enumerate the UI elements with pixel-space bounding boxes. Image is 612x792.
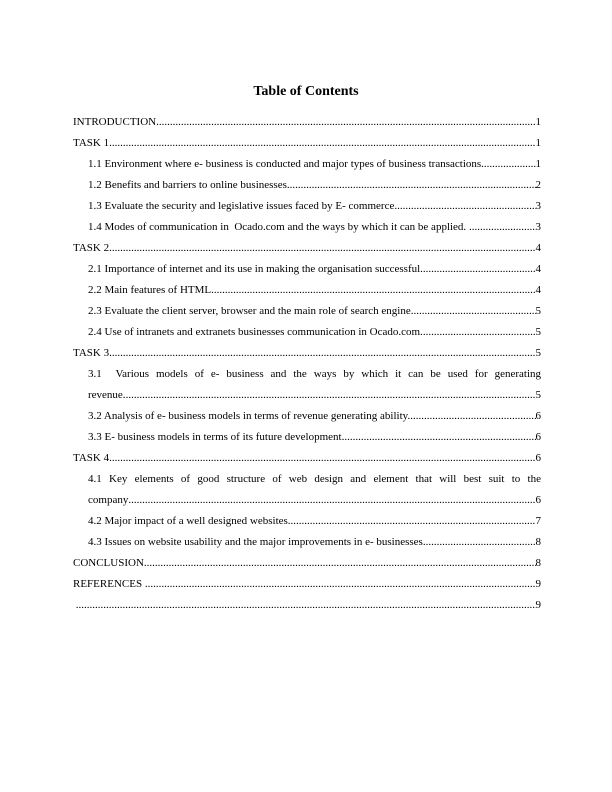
toc-entry-4-1[interactable] xyxy=(88,469,541,511)
toc-entry-label: TASK 2 xyxy=(73,242,110,254)
toc-entry-2-3[interactable] xyxy=(88,301,541,322)
dot-leader xyxy=(76,595,536,616)
toc-entry-blank[interactable] xyxy=(73,595,541,616)
dot-leader xyxy=(413,301,535,322)
toc-entry-1-3[interactable] xyxy=(88,196,541,217)
toc-page-number: 3 xyxy=(535,200,541,212)
dot-leader xyxy=(288,511,536,532)
toc-page-number: 5 xyxy=(535,326,541,338)
toc-page-number: 5 xyxy=(535,347,541,359)
dot-leader xyxy=(344,427,535,448)
toc-page-number: 6 xyxy=(535,410,541,422)
toc-page-number: 1 xyxy=(535,137,541,149)
dot-leader xyxy=(484,154,536,175)
toc-entry-label: 2.2 Main features of HTML. xyxy=(88,284,214,296)
toc-entry-4-2[interactable] xyxy=(88,511,541,532)
dot-leader xyxy=(420,259,535,280)
toc-page-number: 9 xyxy=(535,578,541,590)
toc-page-number: 4 xyxy=(535,263,541,275)
toc-entry-conclusion[interactable] xyxy=(73,553,541,574)
dot-leader xyxy=(423,322,536,343)
toc-entry-task-2[interactable] xyxy=(73,238,541,259)
toc-entry-label: CONCLUSION xyxy=(73,557,144,569)
toc-entry-1-2[interactable] xyxy=(88,175,541,196)
dot-leader xyxy=(109,343,535,364)
toc-entry-2-2[interactable] xyxy=(88,280,541,301)
dot-leader xyxy=(426,532,536,553)
toc-entry-label: REFERENCES xyxy=(73,578,145,590)
toc-entry-label: 3.3 E- business models in terms of its future development. xyxy=(88,431,345,443)
toc-entry-label: 2.3 Evaluate the client server, browser and the main role of search engine. xyxy=(88,305,414,317)
toc-page-number: 4 xyxy=(535,242,541,254)
toc-entry-label: TASK 3 xyxy=(73,347,110,359)
toc-page-number: 5 xyxy=(535,305,541,317)
toc-entry-task-4[interactable] xyxy=(73,448,541,469)
toc-entry-label: 3.2 Analysis of e- business models in terms of revenue generating ability. xyxy=(88,410,411,422)
dot-leader xyxy=(126,385,536,406)
toc-page-number: 8 xyxy=(535,536,541,548)
toc-entry-label: 1.2 Benefits and barriers to online businesses. xyxy=(88,179,290,191)
toc-entry-label-line1: 4.1 Key elements of good structure of web design and element that will best suit to the xyxy=(88,473,541,485)
toc-entry-label: INTRODUCTION xyxy=(73,116,157,128)
toc-entry-3-2[interactable] xyxy=(88,406,541,427)
toc-entry-1-4[interactable] xyxy=(88,217,541,238)
toc-page-number: 6 xyxy=(535,494,541,506)
toc-page-number: 7 xyxy=(535,515,541,527)
toc-page-number: 3 xyxy=(535,221,541,233)
dot-leader xyxy=(109,238,535,259)
toc-page-number: 6 xyxy=(535,431,541,443)
dot-leader xyxy=(145,574,536,595)
toc-page-number: 5 xyxy=(535,389,541,401)
toc-entry-label: TASK 1 xyxy=(73,137,110,149)
dot-leader xyxy=(290,175,536,196)
toc-page-number: 9 xyxy=(535,599,541,611)
toc-page-number: 1 xyxy=(535,116,541,128)
dot-leader xyxy=(410,406,535,427)
toc-entry-label: 1.4 Modes of communication in Ocado.com and the ways by which it can be applied. xyxy=(88,221,469,233)
toc-page-number: 1 xyxy=(535,158,541,170)
toc-entry-label: 1.1 Environment where e- business is conducted and major types of business transactions. xyxy=(88,158,484,170)
toc-entry-task-1[interactable] xyxy=(73,133,541,154)
dot-leader xyxy=(469,217,536,238)
dot-leader xyxy=(109,133,535,154)
toc-entry-task-3[interactable] xyxy=(73,343,541,364)
dot-leader xyxy=(128,490,535,511)
toc-entry-label: 2.1 Importance of internet and its use in making the organisation successful xyxy=(88,263,421,275)
dot-leader xyxy=(214,280,536,301)
toc-entry-2-4[interactable] xyxy=(88,322,541,343)
toc-entry-references[interactable] xyxy=(73,574,541,595)
toc-entry-label-line1: 3.1 Various models of e- business and the ways by which it can be used for generating xyxy=(88,368,541,380)
dot-leader xyxy=(156,112,535,133)
toc-entry-introduction[interactable] xyxy=(73,112,541,133)
toc-entry-3-1[interactable] xyxy=(88,364,541,406)
toc-entry-label: 2.4 Use of intranets and extranets businesses communication in Ocado.com. xyxy=(88,326,423,338)
toc-title: Table of Contents xyxy=(253,84,359,99)
toc-page-number: 4 xyxy=(535,284,541,296)
toc-entry-label: 4.2 Major impact of a well designed websites xyxy=(88,515,288,527)
table-of-contents xyxy=(73,112,541,616)
toc-entry-label: revenue. xyxy=(88,389,126,401)
toc-entry-label: 1.3 Evaluate the security and legislative issues faced by E- commerce. xyxy=(88,200,398,212)
dot-leader xyxy=(397,196,535,217)
toc-entry-4-3[interactable] xyxy=(88,532,541,553)
dot-leader xyxy=(109,448,535,469)
dot-leader xyxy=(144,553,536,574)
toc-entry-3-3[interactable] xyxy=(88,427,541,448)
toc-entry-2-1[interactable] xyxy=(88,259,541,280)
toc-page-number: 2 xyxy=(535,179,541,191)
toc-page-number: 6 xyxy=(535,452,541,464)
toc-entry-label: TASK 4 xyxy=(73,452,110,464)
toc-entry-label: company xyxy=(88,494,129,506)
toc-entry-label: 4.3 Issues on website usability and the major improvements in e- businesses. xyxy=(88,536,426,548)
toc-page-number: 8 xyxy=(535,557,541,569)
toc-entry-1-1[interactable] xyxy=(88,154,541,175)
